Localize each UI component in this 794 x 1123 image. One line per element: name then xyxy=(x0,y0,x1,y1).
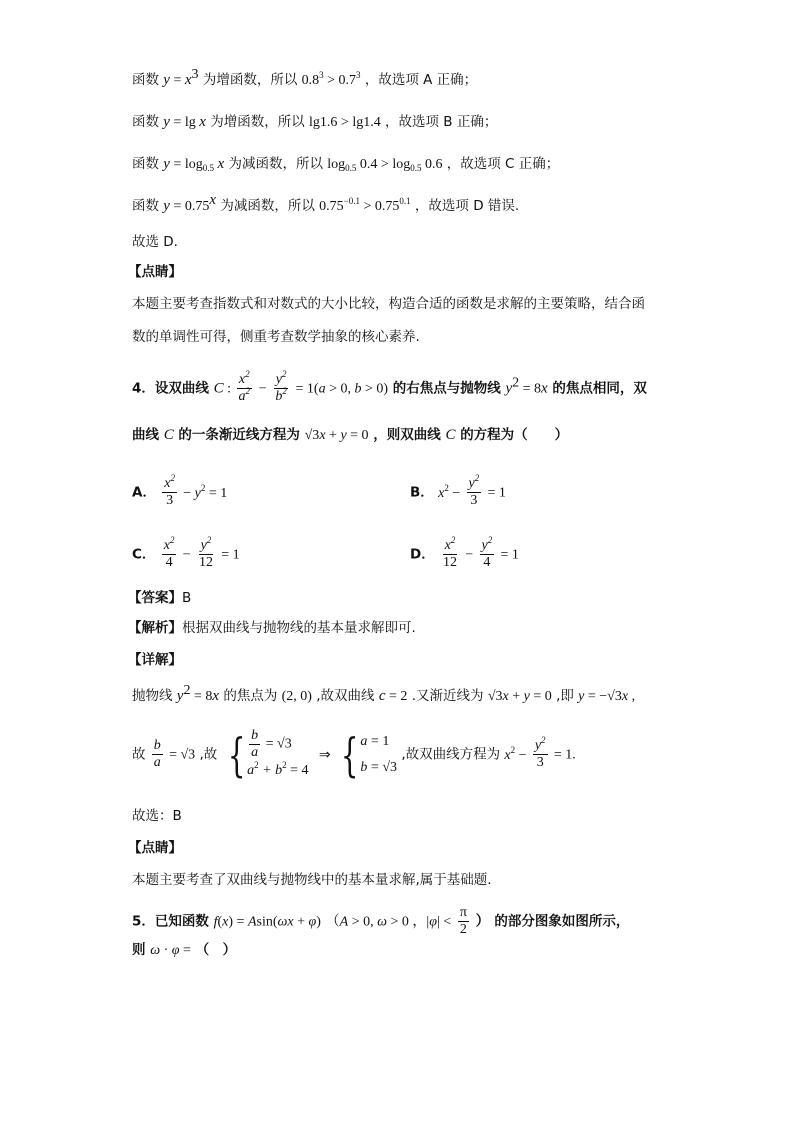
text: 抛物线 xyxy=(132,688,173,704)
text: 为增函数，所以 xyxy=(202,72,298,88)
text: 为增函数，所以 xyxy=(210,114,305,130)
option-label: D． xyxy=(410,546,435,563)
option-d[interactable]: D． $\frac{x^2}{12}$ − $\frac{y^2}{4}$ = 1 xyxy=(410,535,519,570)
answer-value: B xyxy=(182,590,192,606)
line-3: 函数 $y = \log_{0.5} x$ 为减函数，所以 $\log_{0.5} 0.4 > \log_{0.5} 0.6$ ，故选项 C 正确； xyxy=(132,156,560,173)
text: 为减函数，所以 xyxy=(228,156,323,172)
option-label: A． xyxy=(132,484,156,501)
option-label: C． xyxy=(132,546,156,563)
analysis-tag: 【解析】 xyxy=(128,620,182,636)
text: （ ） xyxy=(195,942,237,958)
question-4-line-1: 4．设双曲线 C : $\frac{x^2}{a^2}$ − $\frac{y^2}{b^2}$ = 1(a > 0, b > 0) 的右焦点与抛物线 $y^2 = 8x$ 的焦点相同，双 xyxy=(132,369,647,404)
answer-tag: 【答案】 xyxy=(128,590,182,606)
text: ，故选项 C 正确； xyxy=(446,156,560,172)
text: ，则双曲线 xyxy=(373,427,441,443)
text: ,故 xyxy=(199,746,218,763)
line-5: 故选 D. xyxy=(132,234,178,250)
text: 曲线 xyxy=(132,427,159,443)
line-1: 函数 $y = x^3$ 为增函数，所以 $0.8^3 > 0.7^3$ ，故选项 A 正确； xyxy=(132,67,478,88)
text: 的部分图象如图所示， xyxy=(494,913,630,930)
analysis-text: 根据双曲线与抛物线的基本量求解即可. xyxy=(182,620,416,636)
text: 则 xyxy=(132,942,146,958)
text: ,故双曲线 xyxy=(316,688,375,704)
option-label: B． xyxy=(410,484,434,501)
answer xyxy=(128,588,191,608)
text: .又渐近线为 xyxy=(411,688,484,704)
text: 4．设双曲线 xyxy=(132,380,209,397)
text: 函数 xyxy=(132,198,159,214)
line-4: 函数 $y = 0.75^x$ 为减函数，所以 $0.75^{-0.1} > 0.75^{0.1}$ ，故选项 D 错误. xyxy=(132,192,520,214)
text: 的焦点为 xyxy=(223,688,278,704)
text: 的右焦点与抛物线 xyxy=(392,380,501,397)
text: 的方程为（ ） xyxy=(460,427,569,443)
option-b[interactable]: B． $x^2$ − $\frac{y^2}{3}$ = 1 xyxy=(410,473,506,508)
line-2: 函数 y = lg x 为增函数，所以 lg1.6 > lg1.4 ，故选项 B 正确； xyxy=(132,114,498,130)
text: 的一条渐近线方程为 xyxy=(178,427,300,443)
choose-line: 故选：B xyxy=(132,808,182,824)
text: ,故双曲线方程为 xyxy=(401,746,501,763)
analysis xyxy=(128,618,416,638)
detail-line-1: 抛物线 $y^2 = 8x$ 的焦点为 (2, 0) ,故双曲线 c = 2 .又渐近线为 √3x + y = 0 ,即 y = −√3x , xyxy=(132,683,636,704)
question-4-line-2: 曲线 C 的一条渐近线方程为 √3x + y = 0 ，则双曲线 C 的方程为（ ） xyxy=(132,427,569,443)
text: ，故选项 A 正确； xyxy=(364,72,478,88)
heading-detail: 【详解】 xyxy=(128,652,182,668)
option-c[interactable]: C． $\frac{x^2}{4}$ − $\frac{y^2}{12}$ = 1 xyxy=(132,535,240,570)
question-5-line-1: 5．已知函数 f(x) = Asin(ωx + φ) （A > 0, ω > 0 ，|φ| < $\frac{\pi}{2}$ ） 的部分图象如图所示， xyxy=(132,905,630,937)
heading-dianjing-2: 【点睛】 xyxy=(128,840,182,856)
text: ，故选项 B 正确； xyxy=(385,114,498,130)
paragraph-2: 数的单调性可得，侧重考查数学抽象的核心素养. xyxy=(132,329,420,345)
text: ,即 xyxy=(556,688,574,704)
option-a[interactable]: A． $\frac{x^2}{3}$ − $y^2 = 1$ xyxy=(132,473,228,508)
paragraph-1: 本题主要考查指数式和对数式的大小比较，构造合适的函数是求解的主要策略，结合函 xyxy=(132,296,645,312)
detail-line-2: 故 $\frac{b}{a}$ = √3 ,故 { $\frac{b}{a}$ = √3 $a^2 + b^2 = 4$ ⇒ { a = 1 b = √3 ,故双曲线方程为 $x^2$ − $\frac{y^2}{3}$ = 1. xyxy=(132,727,576,782)
text: 故 xyxy=(132,746,146,763)
paragraph-3: 本题主要考查了双曲线与抛物线中的基本量求解,属于基础题. xyxy=(132,872,492,888)
text: 5．已知函数 xyxy=(132,913,209,930)
text: 函数 xyxy=(132,114,159,130)
text: ，故选项 D 错误. xyxy=(414,198,520,214)
text: 函数 xyxy=(132,72,159,88)
text: 函数 xyxy=(132,156,159,172)
text: 的焦点相同，双 xyxy=(552,380,647,397)
heading-dianjing-1: 【点睛】 xyxy=(128,264,182,280)
question-5-line-2: 则 ω · φ = （ ） xyxy=(132,942,237,958)
text: 为减函数，所以 xyxy=(220,198,315,214)
